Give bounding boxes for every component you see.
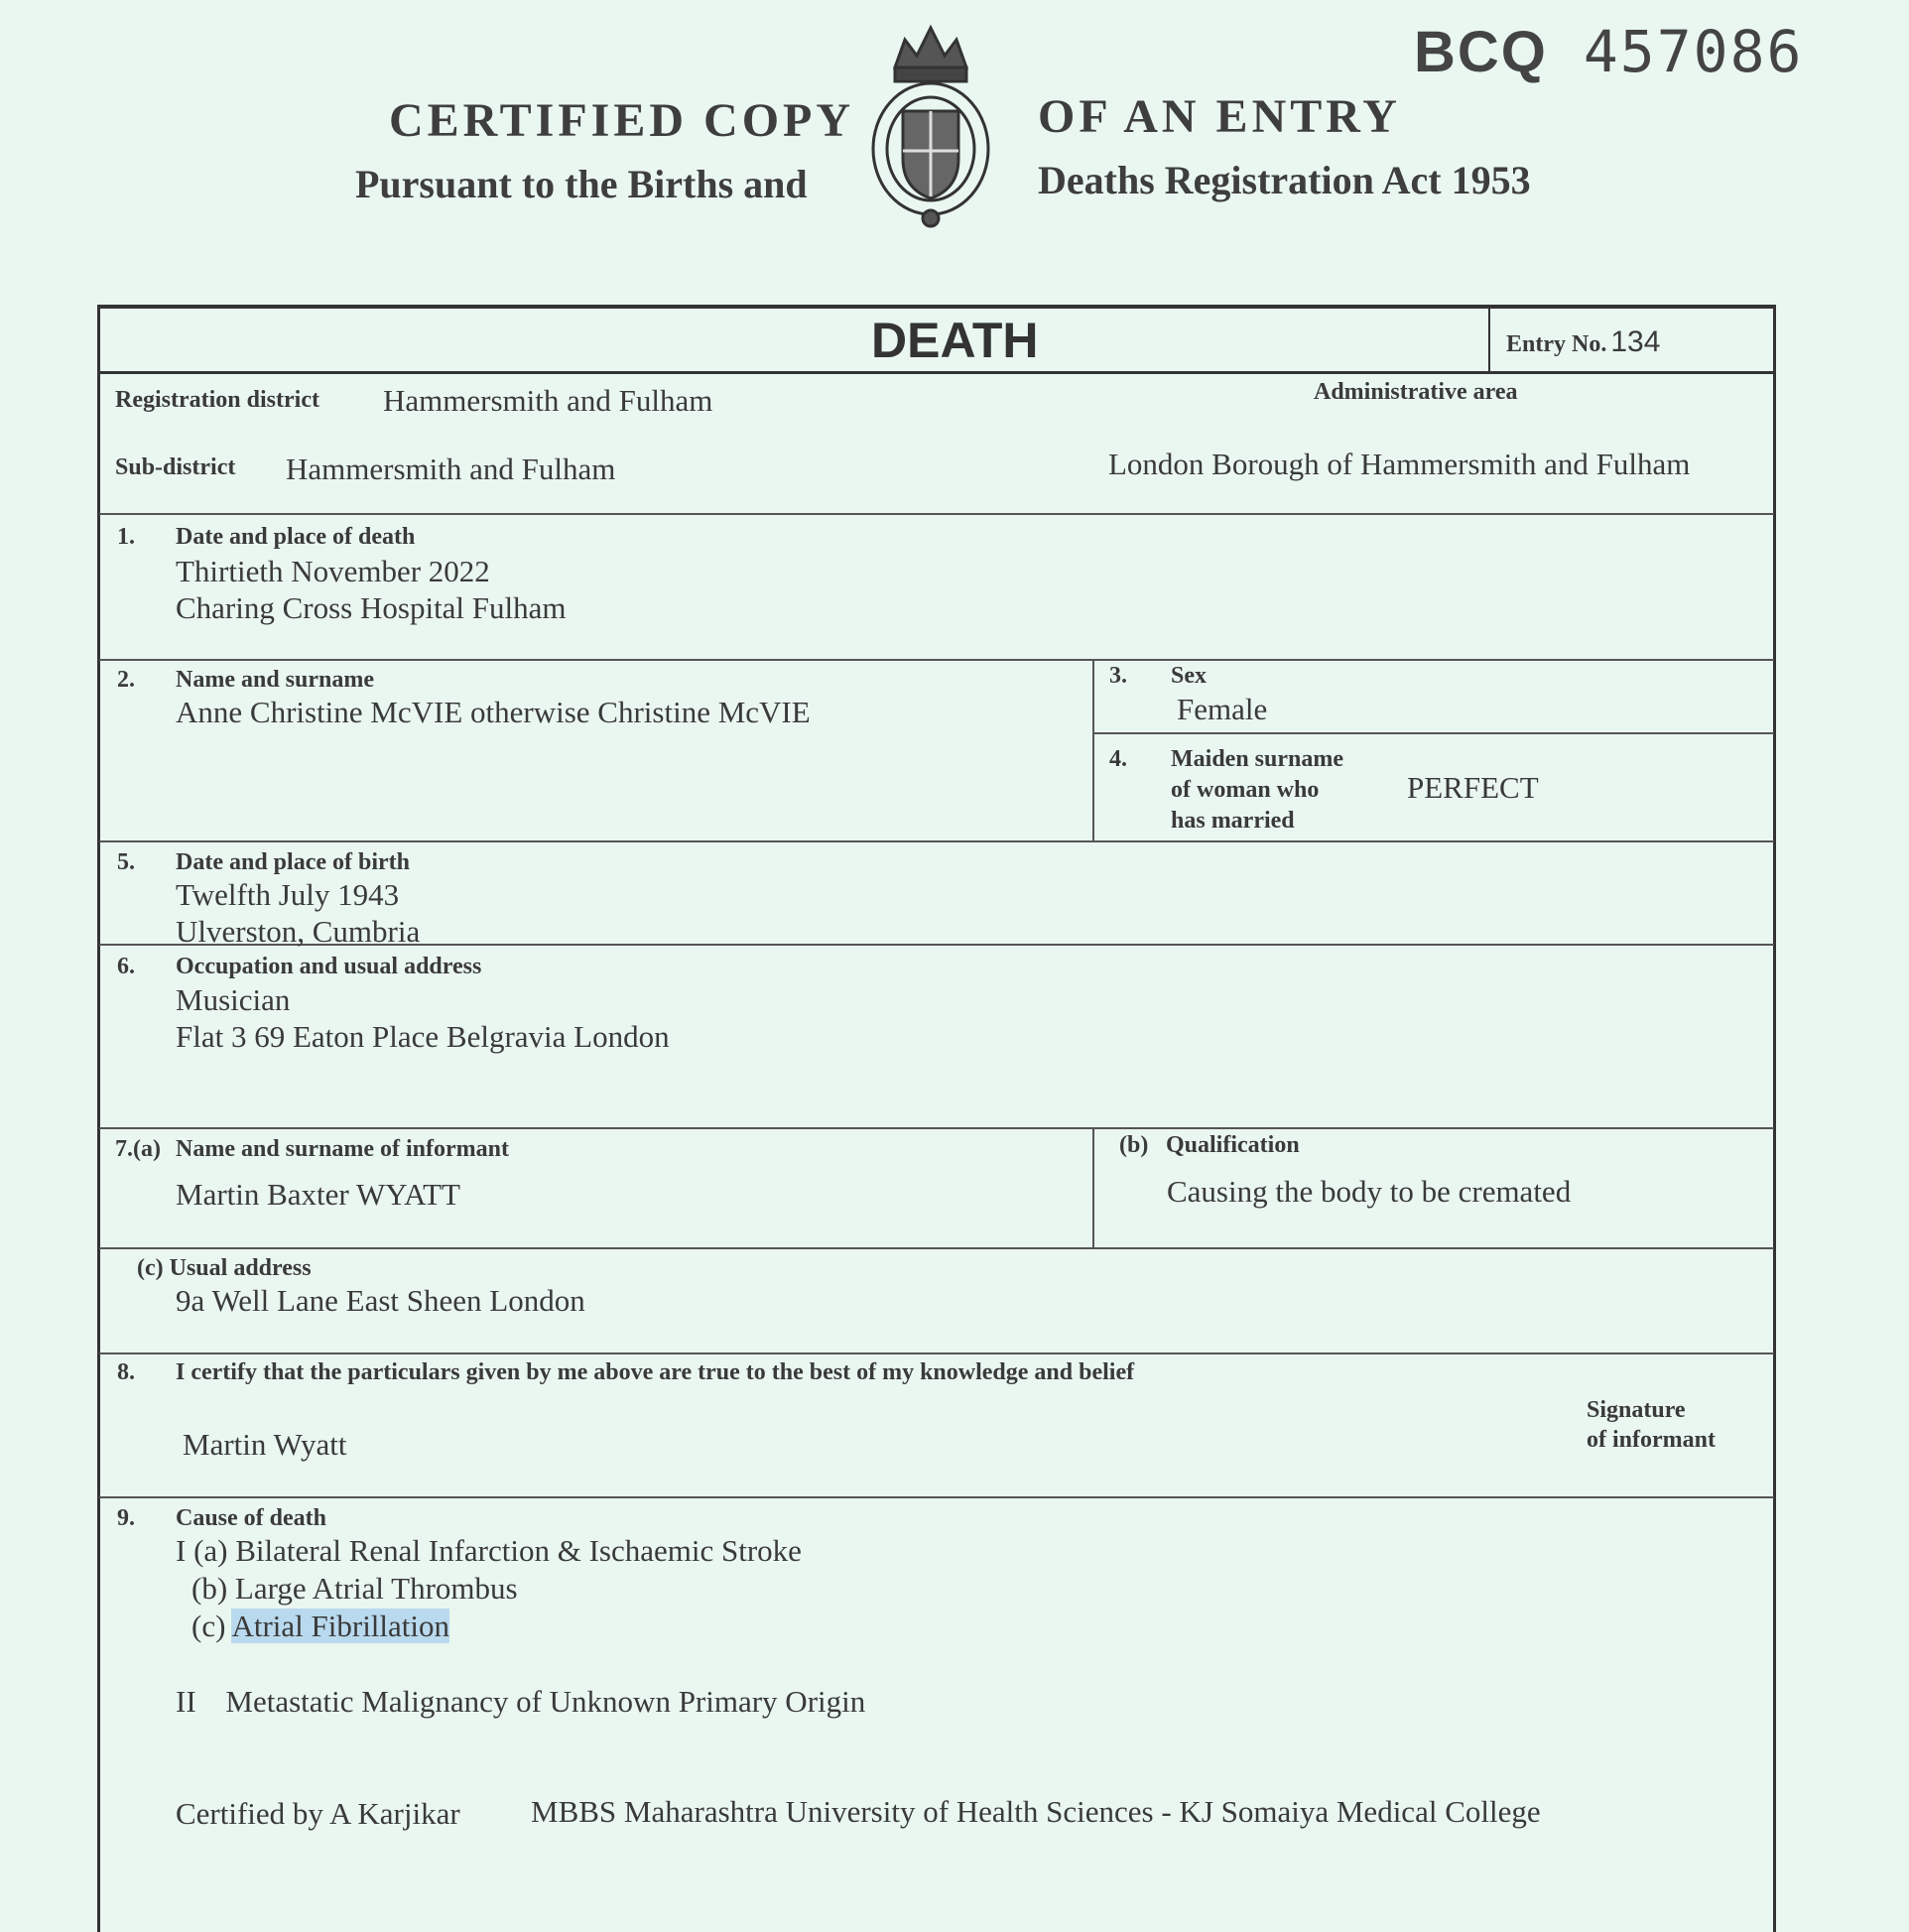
header-right-subtitle: Deaths Registration Act 1953 <box>1038 158 1531 202</box>
maiden-surname-label-line2: of woman who <box>1171 777 1320 803</box>
administrative-area-label: Administrative area <box>1314 379 1518 405</box>
qualification-value: Causing the body to be cremated <box>1167 1174 1572 1209</box>
qualification-label: Qualification <box>1166 1132 1300 1158</box>
field-8-number: 8. <box>117 1359 135 1385</box>
cause-ic <box>191 1609 449 1644</box>
place-of-death-value: Charing Cross Hospital Fulham <box>176 590 567 625</box>
certifier-qualification: MBBS Maharashtra University of Health Sciences - KJ Somaiya Medical College <box>531 1794 1541 1829</box>
header-right-title: OF AN ENTRY <box>1038 90 1401 143</box>
field-7a-number: 7.(a) <box>115 1136 161 1162</box>
maiden-surname-label-line1: Maiden surname <box>1171 746 1343 772</box>
informant-name-label: Name and surname of informant <box>176 1136 509 1162</box>
informant-signature: Martin Wyatt <box>183 1427 347 1462</box>
cause-ia: I (a) Bilateral Renal Infarction & Ischaemic Stroke <box>176 1533 802 1568</box>
deceased-name-value: Anne Christine McVIE otherwise Christine McVIE <box>176 695 811 729</box>
signature-label-line2: of informant <box>1587 1427 1716 1453</box>
header-left-title: CERTIFIED COPY <box>389 94 855 147</box>
cause-ic-highlighted-value: Atrial Fibrillation <box>231 1609 450 1643</box>
royal-coat-of-arms-icon <box>865 20 996 228</box>
cause-ii-value: Metastatic Malignancy of Unknown Primary Origin <box>225 1684 866 1719</box>
cause-ib: (b) Large Atrial Thrombus <box>191 1571 518 1606</box>
entry-type-title: DEATH <box>871 313 1039 368</box>
date-of-death-value: Thirtieth November 2022 <box>176 554 490 588</box>
name-surname-label: Name and surname <box>176 667 375 693</box>
certification-statement: I certify that the particulars given by me above are true to the best of my knowledge and belief <box>176 1359 1135 1385</box>
field-9-number: 9. <box>117 1505 135 1531</box>
field-1-number: 1. <box>117 524 135 550</box>
field-5-number: 5. <box>117 849 135 875</box>
sub-district-value: Hammersmith and Fulham <box>286 451 616 486</box>
entry-number-label: Entry No. <box>1506 331 1607 357</box>
usual-address-value: Flat 3 69 Eaton Place Belgravia London <box>176 1019 670 1054</box>
field-7b-number: (b) <box>1119 1132 1149 1158</box>
informant-usual-address-value: 9a Well Lane East Sheen London <box>176 1283 585 1318</box>
sex-value: Female <box>1177 692 1268 726</box>
sub-district-label: Sub-district <box>115 454 236 480</box>
cause-ii-prefix: II <box>176 1684 196 1719</box>
occupation-value: Musician <box>176 982 291 1017</box>
occupation-address-label: Occupation and usual address <box>176 954 482 979</box>
serial-number: 457086 <box>1583 18 1804 85</box>
maiden-surname-label-line3: has married <box>1171 808 1295 834</box>
informant-usual-address-label: (c) Usual address <box>137 1255 312 1281</box>
entry-number <box>1506 325 1660 359</box>
field-4-number: 4. <box>1109 746 1127 772</box>
administrative-area-value: London Borough of Hammersmith and Fulham <box>1108 447 1691 481</box>
date-place-of-death-label: Date and place of death <box>176 524 416 550</box>
serial-prefix: BCQ <box>1414 20 1548 84</box>
cause-ii <box>176 1684 865 1720</box>
field-6-number: 6. <box>117 954 135 979</box>
registration-district-value: Hammersmith and Fulham <box>383 383 713 418</box>
date-place-of-birth-label: Date and place of birth <box>176 849 410 875</box>
maiden-surname-value: PERFECT <box>1407 770 1539 805</box>
cause-of-death-label: Cause of death <box>176 1505 327 1531</box>
place-of-birth-value: Ulverston, Cumbria <box>176 914 421 949</box>
sex-label: Sex <box>1171 663 1207 689</box>
date-of-birth-value: Twelfth July 1943 <box>176 877 400 912</box>
header-left-subtitle: Pursuant to the Births and <box>355 162 808 206</box>
field-2-number: 2. <box>117 667 135 693</box>
entry-number-value: 134 <box>1610 325 1661 358</box>
field-3-number: 3. <box>1109 663 1127 689</box>
certificate-serial-number <box>1414 18 1803 85</box>
informant-name-value: Martin Baxter WYATT <box>176 1177 460 1212</box>
signature-label-line1: Signature <box>1587 1397 1686 1423</box>
cause-ic-prefix: (c) <box>191 1609 226 1643</box>
certified-by: Certified by A Karjikar <box>176 1796 460 1831</box>
registration-district-label: Registration district <box>115 387 319 413</box>
